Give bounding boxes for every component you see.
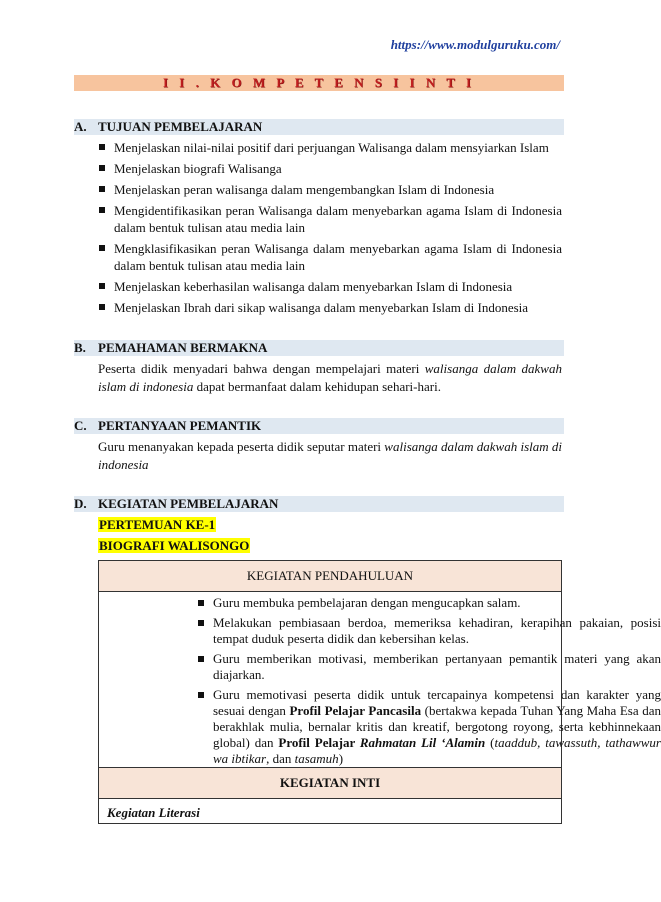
- list-item: [98, 240, 562, 274]
- heading-tujuan-pembelajaran: [74, 119, 564, 135]
- list-item-text: Mengidentifikasikan peran Walisanga dalam menyebarkan agama Islam di Indonesia dalam bentuk tulisan atau media lain: [114, 203, 562, 235]
- list-item: [197, 615, 661, 647]
- square-bullet-icon: [198, 692, 204, 698]
- list-item-text: Guru memberikan motivasi, memberikan pertanyaan pemantik materi yang akan diajarkan.: [213, 651, 661, 682]
- paragraph-text: Guru menanyakan kepada peserta didik seputar materi: [98, 439, 385, 454]
- meeting-label: PERTEMUAN KE-1: [99, 517, 216, 532]
- list-item-text: Melakukan pembiasaan berdoa, memeriksa kehadiran, kerapihan pakaian, posisi tempat duduk peserta didik dan kebersihan kelas.: [213, 615, 661, 646]
- heading-letter: D.: [74, 496, 87, 511]
- list-item-text: Guru membuka pembelajaran dengan mengucapkan salam.: [213, 595, 521, 610]
- heading-pemahaman-bermakna: [74, 340, 564, 356]
- topic-label: BIOGRAFI WALISONGO: [99, 538, 250, 553]
- paragraph-italic: walisanga dalam dakwah islam di indonesia: [98, 361, 562, 394]
- heading-letter: C.: [74, 418, 87, 433]
- pendahuluan-list: [197, 595, 661, 771]
- list-item: [98, 139, 562, 156]
- activity-table: [98, 560, 661, 824]
- heading-title: PERTANYAAN PEMANTIK: [98, 418, 262, 433]
- square-bullet-icon: [99, 165, 105, 171]
- heading-title: PEMAHAMAN BERMAKNA: [98, 340, 268, 355]
- list-item-text: Menjelaskan nilai-nilai positif dari perjuangan Walisanga dalam mensyiarkan Islam: [114, 140, 549, 155]
- tujuan-list: [98, 139, 562, 320]
- square-bullet-icon: [198, 656, 204, 662]
- paragraph-text: Peserta didik menyadari bahwa dengan mempelajari materi: [98, 361, 425, 376]
- heading-letter: A.: [74, 119, 87, 134]
- heading-pertanyaan-pemantik: [74, 418, 564, 434]
- list-item: [98, 181, 562, 198]
- kegiatan-literasi-label: Kegiatan Literasi: [107, 805, 200, 820]
- list-item: [98, 160, 562, 177]
- list-item: [98, 299, 562, 316]
- pertanyaan-paragraph: [98, 438, 562, 474]
- header-url-link[interactable]: https://www.modulguruku.com/: [390, 37, 560, 52]
- paragraph-text: dapat bermanfaat dalam kehidupan sehari-hari.: [193, 379, 441, 394]
- list-item-text: Menjelaskan biografi Walisanga: [114, 161, 282, 176]
- paragraph-italic: walisanga dalam dakwah islam di indonesia: [98, 439, 562, 472]
- list-item-text: Menjelaskan keberhasilan walisanga dalam menyebarkan Islam di Indonesia: [114, 279, 513, 294]
- kegiatan-pendahuluan-header: KEGIATAN PENDAHULUAN: [99, 561, 561, 592]
- kegiatan-inti-header: KEGIATAN INTI: [99, 767, 561, 799]
- list-item: [197, 651, 661, 683]
- heading-kegiatan-pembelajaran: [74, 496, 564, 512]
- section-banner-kompetensi-inti: I I . K O M P E T E N S I I N T I: [74, 75, 564, 91]
- heading-letter: B.: [74, 340, 86, 355]
- square-bullet-icon: [99, 207, 105, 213]
- list-item: [197, 687, 661, 767]
- square-bullet-icon: [99, 186, 105, 192]
- list-item: [197, 595, 661, 611]
- square-bullet-icon: [99, 304, 105, 310]
- square-bullet-icon: [99, 283, 105, 289]
- list-item-text: Guru memotivasi peserta didik untuk tercapainya kompetensi dan karakter yang sesuai dengan Profil Pelajar Pancasila (bertakwa kepada Tuhan Yang Maha Esa dan berakhlak mulia, bernalar kritis dan kreatif, bergotong royong, serta kebhinnekaan global) dan Profil Pelajar Rahmatan Lil ‘Alamin (taaddub, tawassuth, tathawwur wa ibtikar, dan tasamuh): [213, 687, 661, 766]
- list-item-text: Mengklasifikasikan peran Walisanga dalam menyebarkan agama Islam di Indonesia dalam bentuk tulisan atau media lain: [114, 241, 562, 273]
- square-bullet-icon: [198, 600, 204, 606]
- square-bullet-icon: [198, 620, 204, 626]
- list-item-text: Menjelaskan Ibrah dari sikap walisanga dalam menyebarkan Islam di Indonesia: [114, 300, 529, 315]
- square-bullet-icon: [99, 144, 105, 150]
- square-bullet-icon: [99, 245, 105, 251]
- list-item: [98, 278, 562, 295]
- pemahaman-paragraph: [98, 360, 562, 396]
- list-item: [98, 202, 562, 236]
- heading-title: TUJUAN PEMBELAJARAN: [98, 119, 263, 134]
- list-item-text: Menjelaskan peran walisanga dalam mengembangkan Islam di Indonesia: [114, 182, 495, 197]
- heading-title: KEGIATAN PEMBELAJARAN: [98, 496, 279, 511]
